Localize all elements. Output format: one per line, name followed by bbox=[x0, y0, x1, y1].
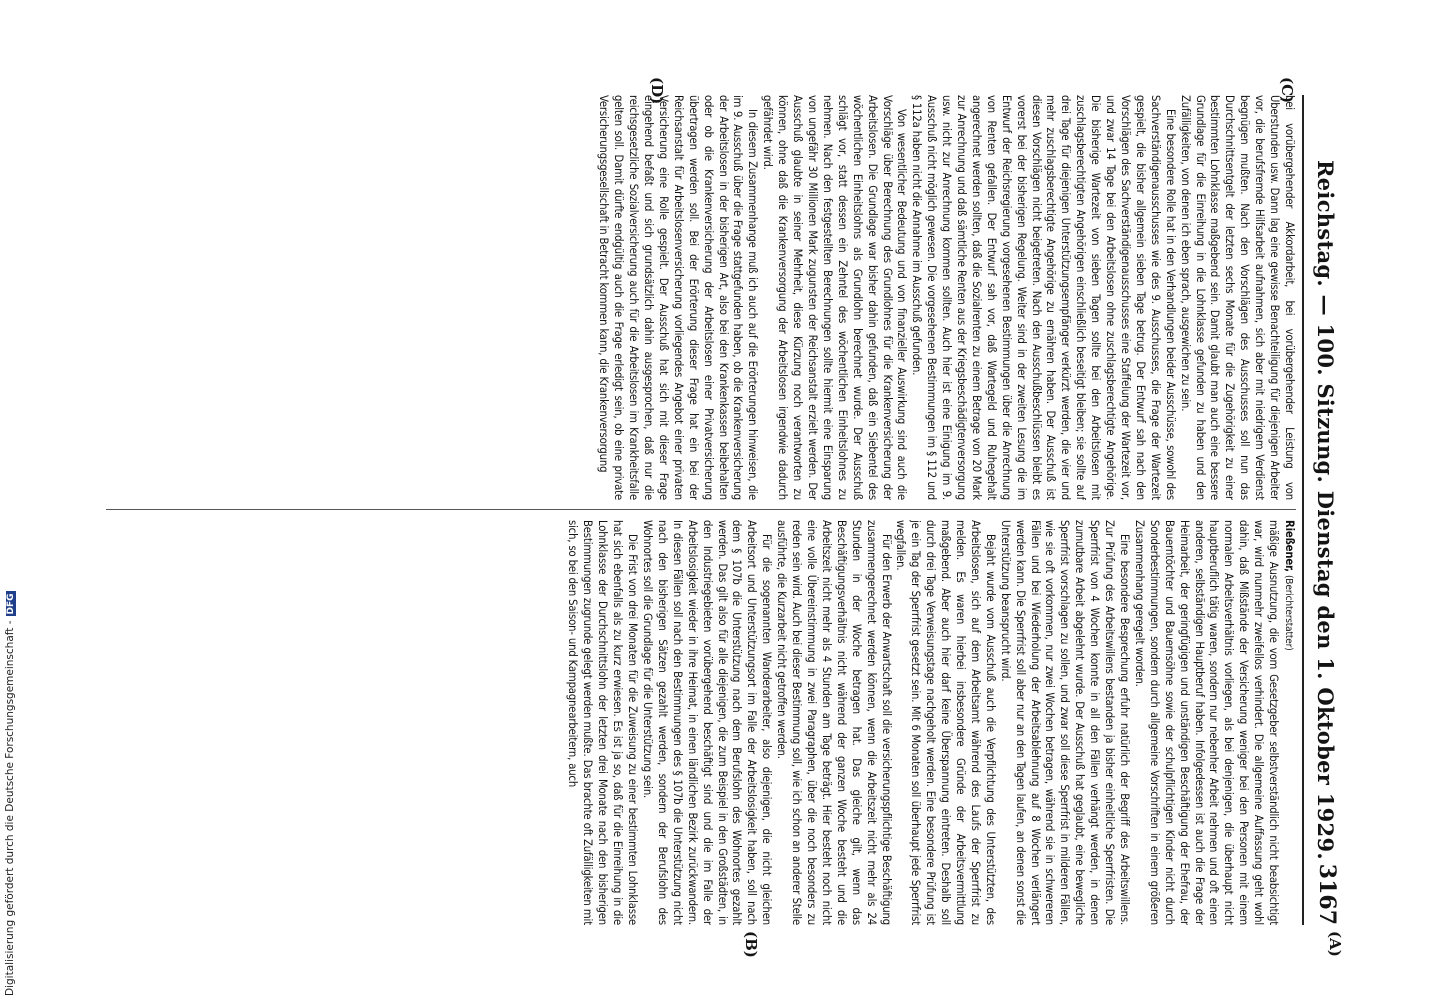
paragraph: Eine besondere Besprechung erfuhr natürlich der Begriff des Arbeitswillens. Zur Prüfung des Arbeitswillens bestanden ja bisher einheitliche Sperrfristen. Die Sperrfrist von 4 Wochen konnte in all den Fällen verhängt werden, in denen zumutbare Arbeit abgelehnt wurde. Der Ausschuß hat geglaubt, eine bewegliche Sperrfrist vorschlagen zu sollen, und zwar soll diese Sperrfrist in milderen Fällen, wie sie oft vorkommen, nur zwei Wochen betragen, während sie in schwereren Fällen und bei Wiederholung der Arbeitsablehnung auf 8 Wochen verlängert werden kann. Die Sperrfrist soll aber nur an den Tagen laufen, an denen sonst die Unterstützung beansprucht wird. bbox=[998, 520, 1132, 925]
paragraph: Für die sogenannten Wanderarbeiter, also diejenigen, die nicht gleichen Arbeitsort und Unterstützungsort im Falle der Arbeitslosigkeit haben, soll nach dem § 107b die Unterstützung nach dem Berufslohn des Wohnortes gezahlt werden. Das gilt also für alle diejenigen, die zum Beispiel in den Großstädten, in den Industriegebieten vorübergehend beschäftigt sind und die im Falle der Arbeitslosigkeit wieder in ihre Heimat, in einen ländlichen Bezirk zurückwandern. In diesen Fällen soll nach den Bestimmungen des § 107b die Unterstützung nicht nach den bisherigen Sätzen gezahlt werden, sondern der Berufslohn des Wohnortes soll die Grundlage für die Unterstützung sein. bbox=[641, 520, 774, 925]
paragraph: Für den Erwerb der Anwartschaft soll die versicherungspflichtige Beschäftigung zusammengerechnet werden können, wenn die Arbeitszeit nicht mehr als 24 Stunden in der Woche betragen hat. Das gleiche gilt, wenn das Beschäftigungsverhältnis nicht während der ganzen Woche besteht und die Arbeitszeit nicht mehr als 4 Stunden am Tage beträgt. Hier besteht noch nicht eine volle Übereinstimmung in zwei Paragraphen, über die noch besonders zu reden sein wird. Auch bei dieser Bestimmung soll, wie ich schon an anderer Stelle ausführte, die Kurzarbeit nicht getroffen werden. bbox=[775, 520, 893, 925]
speaker-name: Rießener, bbox=[1283, 520, 1296, 572]
dfg-logo: DFG bbox=[6, 593, 16, 615]
paragraph: Eine besondere Rolle hat in den Verhandlungen beider Ausschüsse, sowohl des Sachverständigenausschusses wie des 9. Ausschusses, die Frage der Wartezeit gespielt, die bisher allgemein sieben Tage betrug. Der Entwurf sah nach den Vorschlägen des Sachverständigenausschusses eine Staffelung der Wartezeit vor, und zwar 14 Tage bei den Arbeitslosen ohne zuschlagsberechtigte Angehörige. Die bisherige Wartezeit von sieben Tagen sollte bei den Arbeitslosen mit zuschlagsberechtigten Angehörigen einschließlich beseitigt bleiben; sie sollte auf drei Tage für diejenigen Unterstützungsempfänger verkürzt werden, die vier und mehr zuschlagsberechtigte Angehörige zu ernähren haben. Der Ausschuß ist diesen Vorschlägen nicht beigetreten. Nach den Ausschußbeschlüssen bleibt es vorerst bei der bisherigen Regelung. Weiter sind in der zweiten Lesung die im Entwurf der Reichsregierung vorgesehenen Bestimmungen über die Anrechnung von Renten gefallen. Der Entwurf sah vor, daß Wartegeld und Ruhegehalt angerechnet werden sollten, daß die Sozialrenten zu einem Betrage von 20 Mark zur Anrechnung und daß sämtliche Renten aus der Kriegsbeschädigtenversorgung usw. nicht zur Anrechnung kommen sollten. Auch hier ist eine Einigung im 9. Ausschuß nicht möglich gewesen. Die vorgesehenen Bestimmungen im § 112 und § 112a haben nicht die Annahme im Ausschuß gefunden. bbox=[910, 95, 1177, 500]
speaker-role: (Berichterstatter) bbox=[1283, 574, 1294, 651]
speaker-line bbox=[1280, 520, 1296, 925]
text-column-left bbox=[96, 520, 1296, 925]
page-title: Reichstag. — 100. Sitzung. Dienstag den 1. Oktober 1929. bbox=[1313, 160, 1338, 860]
header-rule bbox=[1302, 95, 1304, 925]
rotated-page bbox=[82, 77, 1346, 958]
paragraph: Bejaht wurde vom Ausschuß auch die Verpflichtung des Unterstützten, des Arbeitslosen, sich auf dem Arbeitsamt während des Laufs der Sperrfrist zu melden. Es waren hierbei insbesondere Gründe der Arbeitsvermittlung maßgebend. Aber auch hier darf keine Überspannung eintreten. Deshalb soll durch drei Tage Verweisungstage nachgeholt werden. Eine besondere Prüfung ist je ein Tag der Sperrfrist gesetzt sein. Mit 6 Monaten soll überhaupt jede Sperrfrist wegfallen. bbox=[894, 520, 997, 925]
text-column-right bbox=[96, 95, 1296, 500]
margin-marker-b: (B) bbox=[742, 931, 760, 958]
footer-text: Digitalisierung gefördert durch die Deutsche Forschungsgemeinschaft - bbox=[4, 620, 16, 996]
digitization-footer bbox=[4, 591, 16, 996]
paragraph: Die Frist von drei Monaten für die Zuweisung zu einer bestimmten Lohnklasse hat sich ebenfalls als zu kurz erwiesen. Es ist ja so, daß für die Einreihung in die Lohnklasse der Durchschnittslohn der letzten drei Monate nach den bisherigen Bestimmungen zugrunde gelegt werden mußte. Das brachte oft Zufälligkeiten mit sich, so bei den Saison- und Kampagnearbeitern, auch bbox=[566, 520, 640, 925]
paragraph: Von wesentlicher Bedeutung und von finanzieller Auswirkung sind auch die Vorschläge über Berechnung des Grundlohnes für die Krankenversicherung der Arbeitslosen. Die Grundlage war bisher dahin gefunden, daß ein Siebentel des wöchentlichen Einheitslohns als Grundlohn berechnet wurde. Der Ausschuß schlägt vor, statt dessen ein Zehntel des wöchentlichen Einheitslohnes zu nehmen. Nach den festgestellten Berechnungen sollte hiermit eine Einsparung von ungefähr 30 Millionen Mark zugunsten der Reichsanstalt erzielt werden. Der Ausschuß glaubte in seiner Mehrheit, diese Kürzung noch verantworten zu können, ohne daß die Krankenversorgung der Arbeitslosen irgendwie dadurch gefährdet wird. bbox=[761, 95, 909, 500]
margin-marker-a: (A) bbox=[1326, 931, 1344, 957]
column-separator bbox=[106, 509, 1296, 510]
paragraph: mäßige Ausnutzung, die vom Gesetzgeber selbstverständlich nicht beabsichtigt war, wird nunmehr zweifellos verhindert. Die allgemeine Auffassung geht wohl dahin, daß Mißstände der Versicherung weniger bei den Personen mit einem normalen Arbeitsverhältnis vorliegen, als bei denjenigen, die überhaupt nicht hauptberuflich tätig waren, sondern nur nebenher Arbeit nehmen und oft einen anderen, selbständigen Hauptberuf haben. Infolgedessen ist auch die Frage der Heimarbeit, der geringfügigen und unständigen Beschäftigung der Ehefrau, der Bauerntöchter und Bauernsöhne sowie der schulpflichtigen Kinder nicht durch Sonderbestimmungen, sondern durch allgemeine Vorschriften in einem größeren Zusammenhang geregelt worden. bbox=[1132, 520, 1281, 925]
paragraph: bei vorübergehender Akkordarbeit, bei vorübergehender Leistung von Überstunden usw. Dann lag eine gewisse Benachteiligung für diejenigen Arbeiter vor, die berufsfremde Hilfsarbeit aufnahmen, sich aber mit niedrigem Verdienst begnügen mußten. Nach den Vorschlägen des Ausschusses soll nun das Durchschnittsentgelt der letzten sechs Monate für die Zugehörigkeit zu einer bestimmten Lohnklasse maßgebend sein. Damit glaubt man auch eine bessere Grundlage für die Einreihung in die Lohnklasse gefunden zu haben und den Zufälligkeiten, von denen ich eben sprach, ausgewichen zu sein. bbox=[1178, 95, 1296, 500]
margin-marker-c: (C) bbox=[1278, 77, 1296, 104]
page-header bbox=[1306, 95, 1346, 925]
page-number: 3167 bbox=[1314, 863, 1340, 925]
margin-marker-d: (D) bbox=[648, 77, 666, 105]
paragraph: In diesem Zusammenhange muß ich auch auf die Erörterungen hinweisen, die im 9. Ausschuß über die Frage stattgefunden haben, ob die Krankenversicherung der Arbeitslosen in der bisherigen Art, also bei den Krankenkassen beibehalten oder ob die Krankenversicherung der Arbeitslosen einer Privatversicherung übertragen werden soll. Bei der Erörterung dieser Frage hat ein bei der Reichsanstalt für Arbeitslosenversicherung vorliegendes Angebot einer privaten Versicherung eine Rolle gespielt. Der Ausschuß hat sich mit dieser Frage eingehend befaßt und sich grundsätzlich dahin ausgesprochen, daß nur die reichsgesetzliche Sozialversicherung auch für die Arbeitslosen im Krankheitsfalle gelten soll. Damit dürfte endgültig auch die Frage erledigt sein, ob eine private Versicherungsgesellschaft in Betracht kommen kann, die Krankenversorgung bbox=[597, 95, 760, 500]
